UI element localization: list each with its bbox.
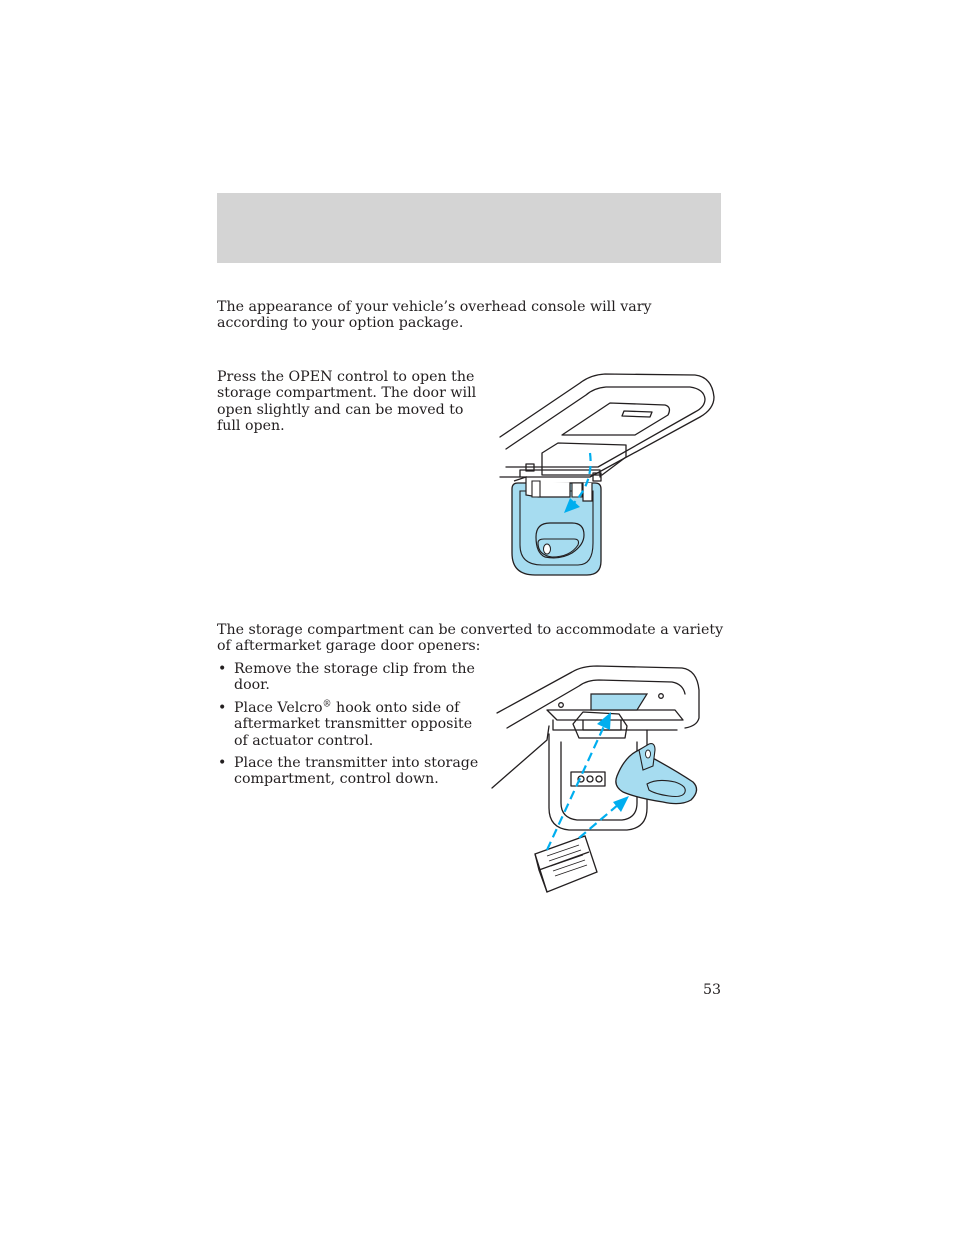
step-remove-clip-text: Remove the storage clip from the door. — [234, 661, 475, 694]
list-item — [217, 661, 479, 694]
step-place-transmitter-text: Place the transmitter into storage compartment, control down. — [234, 755, 479, 788]
step-velcro-text-start: Place Velcro — [234, 699, 323, 716]
registered-mark: ® — [322, 699, 332, 710]
list-item — [217, 700, 479, 749]
bullet-icon: • — [218, 755, 227, 772]
convert-intro-paragraph: The storage compartment can be converted to accommodate a variety of aftermarket garage door openers: — [217, 622, 724, 655]
open-instructions-paragraph: Press the OPEN control to open the storage compartment. The door will open slightly and can be moved to full open. — [217, 369, 477, 435]
open-storage-compartment-illustration — [490, 365, 720, 580]
garage-opener-conversion-illustration — [487, 658, 707, 903]
intro-paragraph: The appearance of your vehicle’s overhead console will vary according to your option package. — [217, 299, 652, 332]
page-number: 53 — [702, 982, 721, 998]
bullet-icon: • — [218, 699, 227, 716]
bullet-icon: • — [218, 661, 227, 677]
section-header-band — [217, 193, 721, 263]
list-item — [217, 755, 479, 788]
conversion-steps-list — [217, 661, 479, 794]
step-velcro-text-end: hook onto side of aftermarket transmitter opposite of actuator control. — [234, 699, 473, 749]
